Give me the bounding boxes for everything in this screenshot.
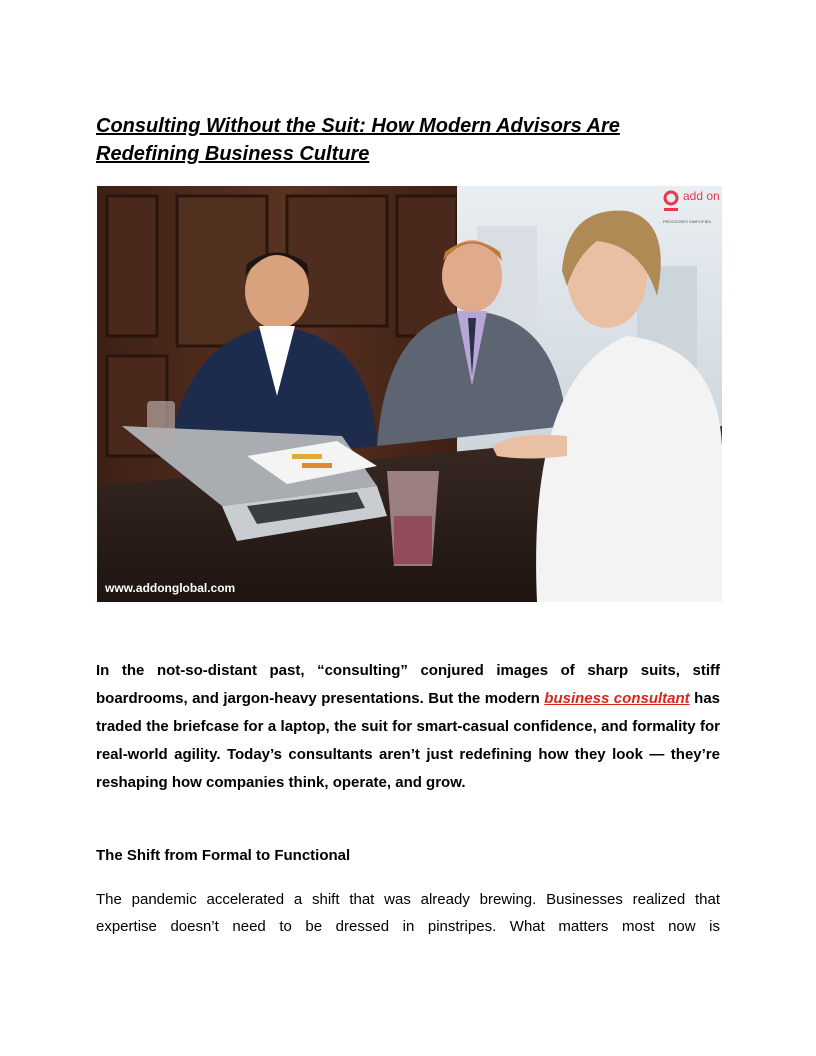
image-watermark: www.addonglobal.com [105,581,236,595]
article-title-line-1: Consulting Without the Suit: How Modern Advisors Are [96,115,620,137]
article-title [96,112,736,168]
section-heading: The Shift from Formal to Functional [96,847,351,864]
intro-before-link: In the not-so-distant past, “consulting” conjured images of sharp suits, stiff boardrooms, and jargon-heavy presentations. But the modern [96,662,720,707]
intro-after-link: has traded the briefcase for a laptop, the suit for smart-casual confidence, and formality for real-world agility. Today’s consultants aren’t just redefining how they look — they’re reshaping how companies think, operate, and grow. [96,690,721,791]
article-title-line-2: Redefining Business Culture [96,143,370,165]
business-consultant-link[interactable]: business consultant [544,690,690,707]
logo-text: add on [683,189,720,203]
section-body: The pandemic accelerated a shift that was already brewing. Businesses realized that expertise doesn’t need to be dressed in pinstripes. What matters most now is [96,891,720,935]
intro-paragraph [96,657,720,797]
article-photo [97,186,722,602]
logo-tagline: PROCESSES SIMPLIFIED [663,219,712,224]
